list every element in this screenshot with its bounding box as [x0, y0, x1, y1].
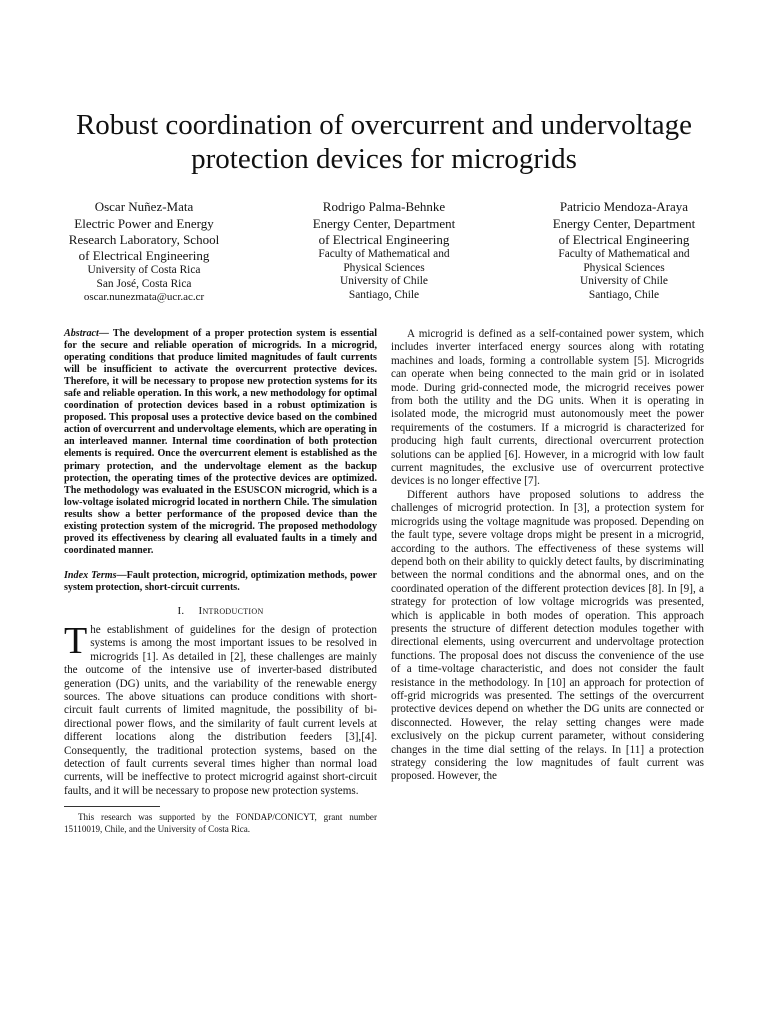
- affiliation-line: San José, Costa Rica: [96, 277, 192, 290]
- author-name: Oscar Nuñez-Mata: [94, 199, 194, 214]
- affiliation-line: Physical Sciences: [583, 261, 665, 274]
- body-paragraph: Different authors have proposed solutions to address the challenges of microgrid protection. In [3], a protection system for microgrids using the voltage magnitude was proposed. Depending on the fault type, severe voltage drops might be present in a microgrid, according to the authors. The effectiveness of these systems will depend both on their ability to quickly detect faults, by discriminating between the normal conditions and the abnormal ones, and on the coordinated operation of the different protection devices [8]. In [9], a strategy for protection of low voltage microgrids was presented, which is applicable in both modes of operation. This approach presents the structure of different detection modules together with directional elements, using overcurrent and undervoltage protection functions. The proposal does not discuss the convenience of the use of a time-voltage characteristic, and does not consider the fault resistance in the methodology. In [10] an approach for protection of off-grid microgrids was presented. The settings of the overcurrent protective devices depend on whether the DG units are connected or disconnected. However, the relay setting changes were made exclusively on the pickup current parameter, without considering changes in the time dial setting of the relays. In [11] a protection strategy considering the low magnitudes of fault current was proposed. However, the: [391, 488, 704, 783]
- affiliation-line: Research Laboratory, School: [68, 232, 220, 247]
- author-name: Rodrigo Palma-Behnke: [322, 199, 446, 214]
- affiliation-line: University of Costa Rica: [87, 264, 201, 276]
- affiliation-line: Faculty of Mathematical and: [558, 248, 690, 260]
- affiliation-line: Energy Center, Department: [552, 216, 696, 231]
- abstract: [64, 328, 377, 557]
- footnote: This research was supported by the FONDAP/CONICYT, grant number 15110019, Chile, and the University of Costa Rica.: [64, 812, 377, 834]
- affiliation-line: Santiago, Chile: [348, 288, 420, 301]
- affiliation-line: Physical Sciences: [343, 261, 425, 274]
- section-number: I.: [177, 604, 185, 617]
- body-paragraph: A microgrid is defined as a self-contained power system, which includes inverter interfaced energy sources along with rotating machines and loads, forming a controllable system [5]. Microgrids can operate when being connected to the main grid or in isolated mode. During grid-connected mode, the microgrid receives power from both the utility and the DG units. When it is operating in isolated mode, the microgrid must autonomously meet the power requirements of the costumers. If a microgrid is characterized for producing high fault currents, directional overcurrent protection solutions can be applied [6]. However, in a microgrid with low fault current magnitudes, the exclusive use of overcurrent protective devices is no longer effective [7].: [391, 328, 704, 488]
- affiliation-line: of Electrical Engineering: [318, 232, 450, 247]
- affiliation-line: of Electrical Engineering: [78, 248, 210, 263]
- index-terms-lead: Index Terms: [64, 569, 117, 581]
- affiliation-line: University of Chile: [580, 275, 668, 287]
- author-email: oscar.nunezmata@ucr.ac.cr: [83, 291, 205, 303]
- drop-cap: T: [64, 619, 88, 662]
- abstract-text: — The development of a proper protection system is essential for the secure and reliable operation of microgrids. In a microgrid, operating conditions that produce limited magnitudes of fault currents will be insufficient to activate the overcurrent protective devices. Therefore, it will be necessary to propose new protection systems for its safe and reliable operation. In this work, a new methodology for optimal coordination of protection devices based in a robust optimization is proposed. This proposal uses a protective device based on the combined action of overcurrent and undervoltage elements, which are operating in an interleaved manner. Internal time coordination of both protection elements is required. Once the overcurrent element is established as the primary protection, and the undervoltage element as the backup protection, the operating times of the protective devices are optimized. The methodology was evaluated in the ESUSCON microgrid, which is a low-voltage isolated microgrid located in northern Chile. The simulation results show a better performance of the proposed device than the existing protection system of the microgrid. The proposed methodology proved its effectiveness by clearing all evaluated faults in a timely and coordinated manner.: [64, 328, 377, 556]
- left-column: [64, 328, 377, 835]
- author-block-1: [56, 198, 232, 305]
- affiliation-line: Electric Power and Energy: [74, 216, 214, 231]
- paper-title: Robust coordination of overcurrent and undervoltage protection devices for microgrids: [75, 109, 693, 175]
- section-heading: [64, 604, 377, 618]
- right-column: [391, 328, 704, 784]
- footnote-rule: [64, 806, 160, 809]
- section-title: Introduction: [198, 604, 264, 617]
- affiliation-line: of Electrical Engineering: [558, 232, 690, 247]
- affiliation-line: Santiago, Chile: [588, 288, 660, 301]
- index-terms-text: —Fault protection, microgrid, optimization methods, power system protection, short-circuit currents.: [64, 569, 377, 593]
- intro-paragraph: [64, 619, 377, 798]
- intro-text: he establishment of guidelines for the design of protection systems is among the most important issues to be resolved in microgrids [1]. As detailed in [2], these challenges are mainly the outcome of the intensive use of inverter-based distributed generation (DG) units, and the variability of the renewable energy sources. The above situations can produce conditions with short-circuit fault currents of limited magnitude, the possibility of bi-directional power flows, and the similarity of fault current levels at different locations along the distribution feeders [3],[4]. Consequently, the traditional protection systems, based on the detection of fault currents several times higher than normal load currents, will be ineffective to protect microgrid against short-circuit faults, and it will be necessary to propose new protection systems.: [64, 623, 377, 797]
- affiliation-line: University of Chile: [340, 275, 428, 287]
- author-block-3: [536, 198, 712, 302]
- author-name: Patricio Mendoza-Araya: [559, 199, 689, 214]
- author-block-2: [296, 198, 472, 302]
- index-terms: [64, 570, 377, 594]
- affiliation-line: Faculty of Mathematical and: [318, 248, 450, 260]
- abstract-lead: Abstract: [64, 328, 99, 339]
- affiliation-line: Energy Center, Department: [312, 216, 456, 231]
